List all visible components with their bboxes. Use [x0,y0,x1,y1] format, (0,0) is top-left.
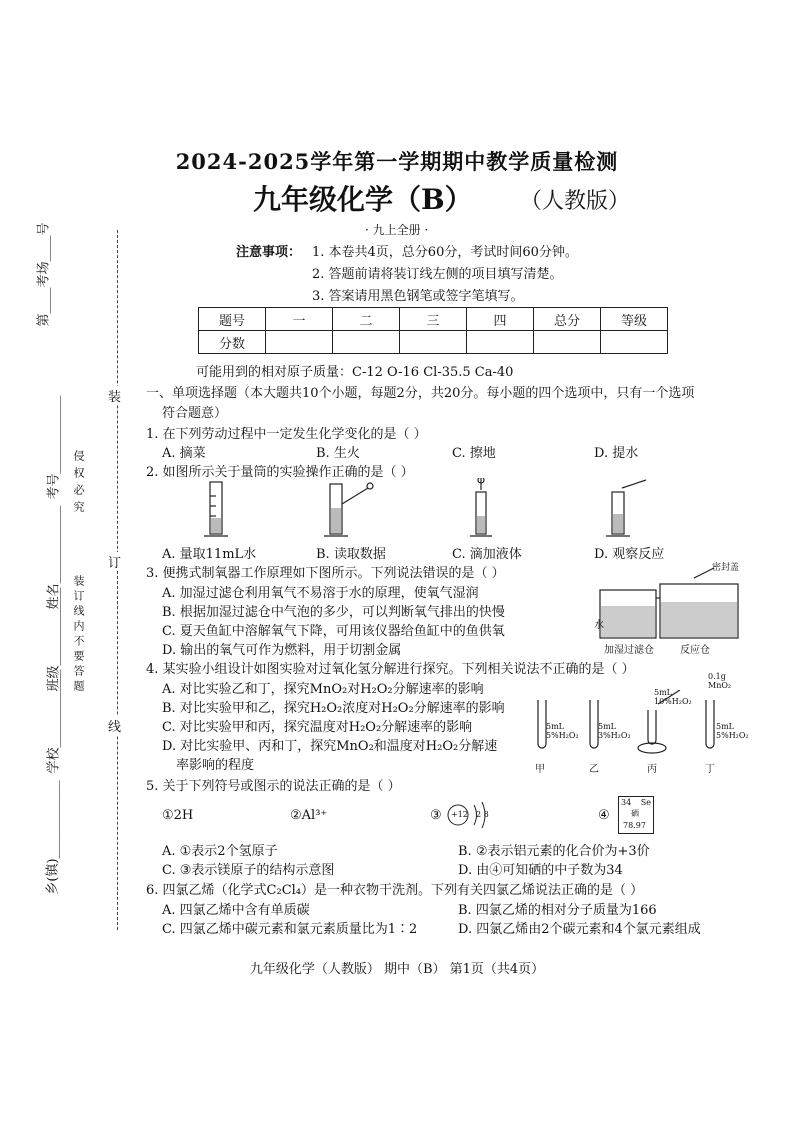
margin-xian: 线 [108,716,121,735]
q5-option-a: A. ①表示2个氢原子 [162,844,278,859]
score-cell: 总分 [534,308,601,331]
q3-option-d: D. 输出的氧气可作为燃料，用于切割金属 [162,643,402,658]
q4-option-b: B. 对比实验甲和乙，探究H₂O₂浓度对H₂O₂分解速率的影响 [162,701,505,716]
binding-line [117,230,118,930]
notes-label: 注意事项： [236,245,302,260]
margin-xingming: 姓名____________ [46,505,62,610]
tube-name-ding: 丁 [705,764,715,775]
q3-option-a: A. 加湿过滤仓利用氧气不易溶于水的原理，使氧气湿润 [162,586,479,601]
tube-label-5: 5mL 5%H₂O₂ [716,722,749,740]
note-1: 1. 本卷共4页，总分60分，考试时间60分钟。 [312,245,578,260]
score-cell: 三 [400,308,467,331]
q5-stem: 5. 关于下列符号或图示的说法正确的是（ ） [146,779,401,794]
q1-option-c: C. 擦地 [452,446,496,461]
score-cell: 分数 [199,331,266,354]
graduated-cylinder-d [606,480,646,536]
tube-label-2: 5mL 3%H₂O₂ [598,722,631,740]
cell-name: 硒 [631,809,639,818]
q5-symbol-3: ③ [430,808,442,823]
graduated-cylinder-b [324,483,373,536]
cell-mass: 78.97 [623,821,646,830]
q2-figures [150,478,670,540]
periodic-cell [618,796,654,834]
q5-symbol-1: ①2H [162,808,194,823]
exam-edition: （人教版） [520,189,631,214]
section1-heading: 一、单项选择题（本大题共10个小题，每题2分，共20分。每小题的四个选项中，只有一个选项 [146,386,695,401]
margin-warn2: 装订线内不要答题 [72,575,85,695]
fig-label-reactor: 反应仓 [680,645,710,656]
fig-label-seal: 密封盖 [712,563,740,573]
q3-option-b: B. 根据加湿过滤仓中气泡的多少，可以判断氧气排出的快慢 [162,605,505,620]
tube-label-1: 5mL 5%H₂O₂ [546,722,579,740]
q1-option-d: D. 提水 [594,446,639,461]
score-cell: 一 [266,308,333,331]
score-cell: 题号 [199,308,266,331]
score-header-row [199,308,668,331]
q5-option-b: B. ②表示铝元素的化合价为+3价 [458,844,650,859]
tube-label-3: 5mL 10%H₂O₂ [654,688,692,706]
note-3: 3. 答案请用黑色钢笔或签字笔填写。 [312,289,524,304]
tube-label-4: 0.1g MnO₂ [708,672,732,690]
q4-option-d-cont: 率影响的程度 [176,758,255,773]
q4-stem: 4. 某实验小组设计如图实验对过氧化氢分解进行探究。下列相关说法不正确的是（ ） [146,662,635,677]
cell-symbol: Se [640,798,651,807]
q5-option-d: D. 由④可知硒的中子数为34 [458,863,623,878]
q6-option-c: C. 四氯乙烯中碳元素和氯元素质量比为1∶2 [162,922,418,937]
atom-core: +12 [451,810,468,819]
q3-option-c: C. 夏天鱼缸中溶解氧气下降，可用该仪器给鱼缸中的鱼供氧 [162,624,505,639]
margin-kaochang: 第____考场____号 [36,222,52,327]
exam-scope: · 九上全册 · [365,223,429,237]
tube-name-bing: 丙 [647,764,657,775]
score-cell[interactable] [266,331,333,354]
graduated-cylinder-a [204,482,228,536]
score-cell[interactable] [467,331,534,354]
q1-option-b: B. 生火 [316,446,360,461]
tube-name-jia: 甲 [535,764,545,775]
score-cell: 四 [467,308,534,331]
q1-stem: 1. 在下列劳动过程中一定发生化学变化的是（ ） [146,427,427,442]
q5-symbol-4: ④ [598,808,610,823]
q5-option-c: C. ③表示镁原子的结构示意图 [162,863,335,878]
fig-label-filter: 加湿过滤仓 [604,645,654,656]
q4-option-a: A. 对比实验乙和丁，探究MnO₂对H₂O₂分解速率的影响 [162,682,484,697]
exam-title: 2024-2025学年第一学期期中教学质量检测 [175,149,619,174]
q2-option-c: C. 滴加液体 [452,547,522,562]
q2-option-a: A. 量取11mL水 [162,547,257,562]
graduated-cylinder-c [470,478,492,536]
margin-kaohao: 考号____________ [46,395,62,500]
q6-option-a: A. 四氯乙烯中含有单质碳 [162,903,310,918]
atomic-mass: 可能用到的相对原子质量：C-12 O-16 Cl-35.5 Ca-40 [196,365,514,380]
q2-option-b: B. 读取数据 [316,547,386,562]
score-cell[interactable] [601,331,668,354]
q4-option-c: C. 对比实验甲和丙，探究温度对H₂O₂分解速率的影响 [162,720,473,735]
q2-stem: 2. 如图所示关于量筒的实验操作正确的是（ ） [146,465,414,480]
q6-option-d: D. 四氯乙烯由2个碳元素和4个氯元素组成 [458,922,701,937]
score-table [198,307,668,354]
q5-symbol-2: ②Al³⁺ [290,808,328,823]
score-cell[interactable] [333,331,400,354]
margin-warn1: 侵权必究 [72,450,85,518]
page-footer: 九年级化学（人教版） 期中（B） 第1页（共4页） [249,962,545,977]
score-cell: 等级 [601,308,668,331]
cell-number: 34 [621,798,632,807]
score-value-row [199,331,668,354]
note-2: 2. 答题前请将装订线左侧的项目填写清楚。 [312,267,563,282]
exam-subject: 九年级化学（B） [253,183,473,216]
margin-xuexiao: 学校____________ [46,669,62,774]
q3-stem: 3. 便携式制氧器工作原理如下图所示。下列说法错误的是（ ） [146,566,505,581]
tube-name-yi: 乙 [589,764,599,775]
q2-option-d: D. 观察反应 [594,547,665,562]
section1-heading-2: 符合题意） [162,406,228,421]
score-cell[interactable] [400,331,467,354]
q1-option-a: A. 摘菜 [162,446,206,461]
q6-option-b: B. 四氯乙烯的相对分子质量为166 [458,903,657,918]
q6-stem: 6. 四氯乙烯（化学式C₂Cl₄）是一种衣物干洗剂。下列有关四氯乙烯说法正确的是（ ） [146,883,644,898]
margin-xiangzhen: 乡(镇)____________ [45,780,61,895]
margin-zhuang: 装 [108,386,121,405]
atom-electrons: 2 8 [476,810,489,819]
fig-label-water: 水 [594,620,604,631]
score-cell: 二 [333,308,400,331]
score-cell[interactable] [534,331,601,354]
margin-ding: 订 [108,552,121,571]
q4-option-d: D. 对比实验甲、丙和丁，探究MnO₂和温度对H₂O₂分解速 [162,739,498,754]
margin-banji: 班级____________ [46,587,62,692]
